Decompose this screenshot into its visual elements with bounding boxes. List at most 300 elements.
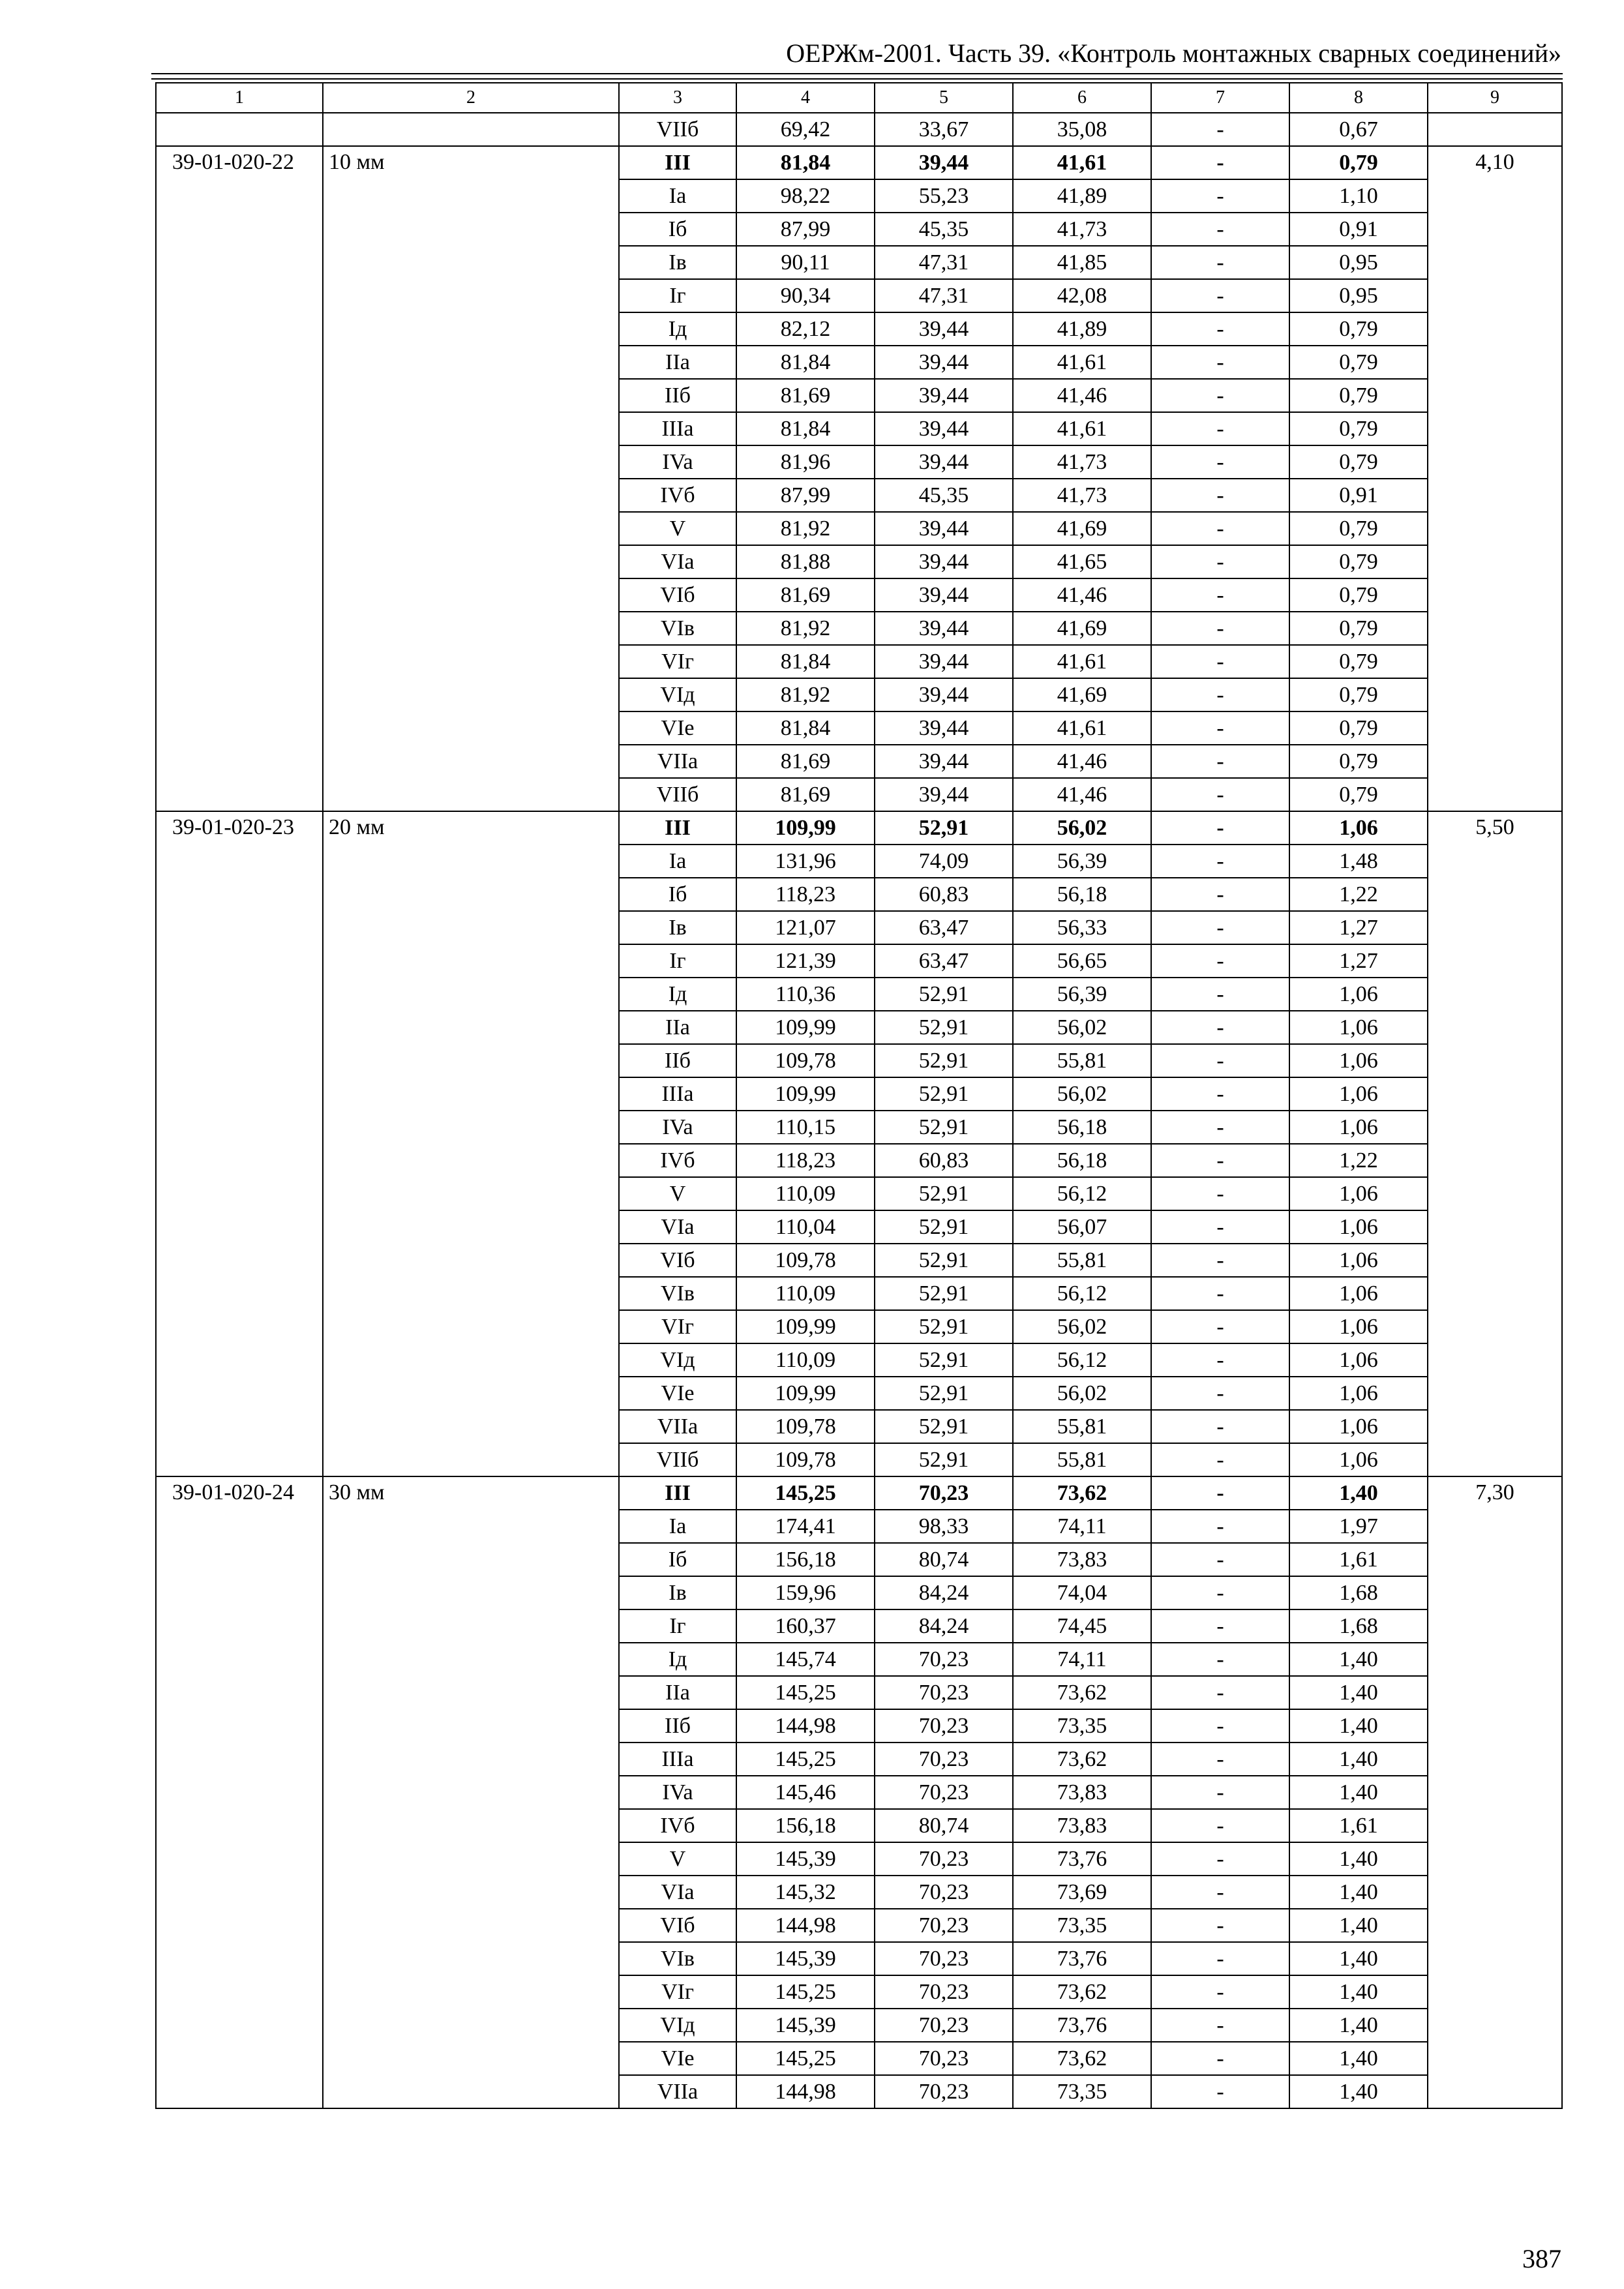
value-cell: 1,22 [1289, 1144, 1428, 1177]
value-cell: 73,62 [1013, 1676, 1151, 1709]
document-header-title: ОЕРЖм-2001. Часть 39. «Контроль монтажных сварных соединений» [786, 38, 1561, 68]
category-cell: VIe [619, 2042, 736, 2075]
value-cell: 1,68 [1289, 1576, 1428, 1609]
category-cell: VIг [619, 1310, 736, 1343]
value-cell: - [1151, 1077, 1289, 1111]
value-cell: 98,33 [875, 1510, 1013, 1543]
value-cell: 73,76 [1013, 1942, 1151, 1975]
category-cell: VIe [619, 711, 736, 745]
value-cell: - [1151, 1643, 1289, 1676]
value-cell: 56,18 [1013, 1111, 1151, 1144]
category-cell: IIб [619, 379, 736, 412]
value-cell: 70,23 [875, 1476, 1013, 1510]
value-cell: 73,35 [1013, 2075, 1151, 2108]
table-row [156, 1476, 1562, 1510]
value-cell: 109,78 [736, 1443, 875, 1476]
value-cell: 1,06 [1289, 1277, 1428, 1310]
value-cell: 41,73 [1013, 479, 1151, 512]
category-cell: IVa [619, 445, 736, 479]
category-cell: VIв [619, 1277, 736, 1310]
value-cell: 56,02 [1013, 1077, 1151, 1111]
value-cell: - [1151, 678, 1289, 711]
value-cell: - [1151, 1044, 1289, 1077]
value-cell: 0,79 [1289, 312, 1428, 346]
value-cell: 56,02 [1013, 1310, 1151, 1343]
coefficient-cell: 5,50 [1428, 811, 1562, 1476]
value-cell: 52,91 [875, 1343, 1013, 1377]
value-cell: 39,44 [875, 545, 1013, 578]
value-cell: - [1151, 944, 1289, 978]
category-cell: IIIa [619, 1743, 736, 1776]
value-cell: 74,45 [1013, 1609, 1151, 1643]
category-cell: Iб [619, 213, 736, 246]
column-number: 7 [1151, 83, 1289, 113]
category-cell: VIIб [619, 113, 736, 146]
value-cell: 81,88 [736, 545, 875, 578]
value-cell: 156,18 [736, 1809, 875, 1842]
value-cell: 35,08 [1013, 113, 1151, 146]
value-cell: 52,91 [875, 811, 1013, 845]
value-cell: - [1151, 312, 1289, 346]
value-cell: 1,06 [1289, 1244, 1428, 1277]
value-cell: 70,23 [875, 1709, 1013, 1743]
value-cell: 63,47 [875, 944, 1013, 978]
value-cell: 52,91 [875, 1443, 1013, 1476]
value-cell: 70,23 [875, 1876, 1013, 1909]
value-cell: - [1151, 1510, 1289, 1543]
value-cell: 70,23 [875, 1676, 1013, 1709]
value-cell: 0,79 [1289, 146, 1428, 179]
value-cell: 41,46 [1013, 578, 1151, 612]
value-cell: 82,12 [736, 312, 875, 346]
category-cell: VIг [619, 645, 736, 678]
dimension-cell [323, 113, 619, 146]
value-cell: 56,18 [1013, 1144, 1151, 1177]
value-cell: - [1151, 2009, 1289, 2042]
value-cell: 56,39 [1013, 978, 1151, 1011]
value-cell: 1,06 [1289, 1210, 1428, 1244]
value-cell: 41,61 [1013, 645, 1151, 678]
column-number: 8 [1289, 83, 1428, 113]
value-cell: 109,99 [736, 1011, 875, 1044]
value-cell: - [1151, 1809, 1289, 1842]
value-cell: 109,78 [736, 1244, 875, 1277]
value-cell: - [1151, 1244, 1289, 1277]
value-cell: - [1151, 246, 1289, 279]
value-cell: 39,44 [875, 512, 1013, 545]
category-cell: Iв [619, 911, 736, 944]
table-row [156, 146, 1562, 179]
column-number: 2 [323, 83, 619, 113]
category-cell: VIв [619, 612, 736, 645]
value-cell: 144,98 [736, 1709, 875, 1743]
value-cell: 0,95 [1289, 246, 1428, 279]
value-cell: 52,91 [875, 978, 1013, 1011]
value-cell: 73,83 [1013, 1809, 1151, 1842]
value-cell: 109,78 [736, 1410, 875, 1443]
value-cell: 73,62 [1013, 1743, 1151, 1776]
value-cell: 42,08 [1013, 279, 1151, 312]
value-cell: 0,79 [1289, 445, 1428, 479]
category-cell: III [619, 811, 736, 845]
category-cell: Iг [619, 1609, 736, 1643]
value-cell: 109,99 [736, 811, 875, 845]
value-cell: 145,25 [736, 2042, 875, 2075]
value-cell: - [1151, 113, 1289, 146]
value-cell: 0,67 [1289, 113, 1428, 146]
value-cell: 73,62 [1013, 1975, 1151, 2009]
category-cell: Iд [619, 978, 736, 1011]
category-cell: VIб [619, 1244, 736, 1277]
value-cell: - [1151, 1909, 1289, 1942]
value-cell: - [1151, 1011, 1289, 1044]
value-cell: 41,89 [1013, 179, 1151, 213]
category-cell: IIa [619, 1011, 736, 1044]
value-cell: 1,27 [1289, 911, 1428, 944]
coefficient-cell: 7,30 [1428, 1476, 1562, 2108]
value-cell: 109,99 [736, 1377, 875, 1410]
value-cell: - [1151, 1111, 1289, 1144]
category-cell: VIд [619, 1343, 736, 1377]
category-cell: VIa [619, 1210, 736, 1244]
value-cell: 55,81 [1013, 1044, 1151, 1077]
value-cell: 81,84 [736, 146, 875, 179]
category-cell: VIIб [619, 778, 736, 811]
value-cell: - [1151, 1543, 1289, 1576]
value-cell: - [1151, 711, 1289, 745]
value-cell: - [1151, 645, 1289, 678]
value-cell: - [1151, 213, 1289, 246]
category-cell: IVб [619, 479, 736, 512]
value-cell: 1,06 [1289, 978, 1428, 1011]
category-cell: Iв [619, 246, 736, 279]
category-cell: VIa [619, 1876, 736, 1909]
value-cell: - [1151, 479, 1289, 512]
value-cell: 41,46 [1013, 745, 1151, 778]
value-cell: 73,76 [1013, 1842, 1151, 1876]
value-cell: - [1151, 146, 1289, 179]
category-cell: IIб [619, 1044, 736, 1077]
value-cell: 1,97 [1289, 1510, 1428, 1543]
value-cell: 41,46 [1013, 379, 1151, 412]
value-cell: 1,06 [1289, 1044, 1428, 1077]
value-cell: 110,36 [736, 978, 875, 1011]
category-cell: IIIa [619, 1077, 736, 1111]
value-cell: 70,23 [875, 1909, 1013, 1942]
column-number: 6 [1013, 83, 1151, 113]
category-cell: IVб [619, 1144, 736, 1177]
value-cell: 0,91 [1289, 213, 1428, 246]
value-cell: 0,79 [1289, 346, 1428, 379]
value-cell: 41,69 [1013, 512, 1151, 545]
category-cell: VIIб [619, 1443, 736, 1476]
value-cell: 63,47 [875, 911, 1013, 944]
value-cell: 55,81 [1013, 1410, 1151, 1443]
value-cell: - [1151, 978, 1289, 1011]
value-cell: 144,98 [736, 1909, 875, 1942]
value-cell: 110,09 [736, 1177, 875, 1210]
value-cell: - [1151, 1942, 1289, 1975]
category-cell: VIб [619, 578, 736, 612]
value-cell: 0,79 [1289, 412, 1428, 445]
value-cell: 1,48 [1289, 845, 1428, 878]
value-cell: 81,92 [736, 512, 875, 545]
value-cell: 81,84 [736, 711, 875, 745]
code-cell [156, 113, 323, 146]
value-cell: 52,91 [875, 1377, 1013, 1410]
value-cell: 39,44 [875, 678, 1013, 711]
value-cell: 39,44 [875, 745, 1013, 778]
value-cell: 81,92 [736, 612, 875, 645]
value-cell: 1,06 [1289, 811, 1428, 845]
value-cell: - [1151, 878, 1289, 911]
value-cell: 52,91 [875, 1277, 1013, 1310]
value-cell: - [1151, 1876, 1289, 1909]
value-cell: - [1151, 346, 1289, 379]
value-cell: 73,76 [1013, 2009, 1151, 2042]
code-cell: 39-01-020-22 [156, 146, 323, 811]
value-cell: 1,06 [1289, 1443, 1428, 1476]
column-number: 1 [156, 83, 323, 113]
value-cell: 52,91 [875, 1210, 1013, 1244]
value-cell: 73,35 [1013, 1909, 1151, 1942]
value-cell: - [1151, 745, 1289, 778]
value-cell: - [1151, 1776, 1289, 1809]
value-cell: 174,41 [736, 1510, 875, 1543]
category-cell: VIe [619, 1377, 736, 1410]
value-cell: 145,25 [736, 1743, 875, 1776]
value-cell: 52,91 [875, 1111, 1013, 1144]
value-cell: - [1151, 1709, 1289, 1743]
value-cell: 1,40 [1289, 2009, 1428, 2042]
value-cell: 1,40 [1289, 1643, 1428, 1676]
category-cell: VIб [619, 1909, 736, 1942]
rates-table [155, 82, 1563, 2109]
value-cell: 73,83 [1013, 1543, 1151, 1576]
category-cell: Iг [619, 944, 736, 978]
dimension-cell: 30 мм [323, 1476, 619, 2108]
value-cell: 118,23 [736, 878, 875, 911]
value-cell: - [1151, 811, 1289, 845]
value-cell: - [1151, 2042, 1289, 2075]
value-cell: 52,91 [875, 1244, 1013, 1277]
value-cell: 56,12 [1013, 1277, 1151, 1310]
value-cell: 81,69 [736, 745, 875, 778]
category-cell: Iд [619, 312, 736, 346]
value-cell: 1,40 [1289, 1743, 1428, 1776]
value-cell: 70,23 [875, 1643, 1013, 1676]
value-cell: 70,23 [875, 2009, 1013, 2042]
value-cell: 1,06 [1289, 1111, 1428, 1144]
value-cell: 144,98 [736, 2075, 875, 2108]
value-cell: 145,39 [736, 1842, 875, 1876]
value-cell: 39,44 [875, 645, 1013, 678]
value-cell: 145,25 [736, 1476, 875, 1510]
value-cell: - [1151, 1277, 1289, 1310]
value-cell: 1,61 [1289, 1809, 1428, 1842]
value-cell: 1,61 [1289, 1543, 1428, 1576]
category-cell: V [619, 1842, 736, 1876]
dimension-cell: 10 мм [323, 146, 619, 811]
value-cell: 52,91 [875, 1410, 1013, 1443]
value-cell: 1,06 [1289, 1310, 1428, 1343]
value-cell: - [1151, 1476, 1289, 1510]
value-cell: 87,99 [736, 213, 875, 246]
value-cell: 33,67 [875, 113, 1013, 146]
category-cell: III [619, 146, 736, 179]
value-cell: 74,11 [1013, 1510, 1151, 1543]
coefficient-cell [1428, 113, 1562, 146]
value-cell: 109,99 [736, 1310, 875, 1343]
value-cell: 56,33 [1013, 911, 1151, 944]
category-cell: Iб [619, 878, 736, 911]
value-cell: 1,40 [1289, 2075, 1428, 2108]
header-rule-top [151, 73, 1563, 74]
value-cell: 55,81 [1013, 1443, 1151, 1476]
value-cell: 121,39 [736, 944, 875, 978]
value-cell: 52,91 [875, 1310, 1013, 1343]
value-cell: 1,06 [1289, 1410, 1428, 1443]
value-cell: 70,23 [875, 1743, 1013, 1776]
value-cell: 110,15 [736, 1111, 875, 1144]
value-cell: 52,91 [875, 1011, 1013, 1044]
value-cell: 0,79 [1289, 645, 1428, 678]
value-cell: 73,62 [1013, 1476, 1151, 1510]
value-cell: - [1151, 412, 1289, 445]
value-cell: 70,23 [875, 1842, 1013, 1876]
value-cell: 145,39 [736, 2009, 875, 2042]
value-cell: 73,83 [1013, 1776, 1151, 1809]
code-cell: 39-01-020-24 [156, 1476, 323, 2108]
value-cell: 70,23 [875, 1776, 1013, 1809]
value-cell: 109,78 [736, 1044, 875, 1077]
value-cell: 39,44 [875, 346, 1013, 379]
category-cell: IIб [619, 1709, 736, 1743]
value-cell: 41,61 [1013, 412, 1151, 445]
column-number-row [156, 83, 1562, 113]
value-cell: 1,40 [1289, 1709, 1428, 1743]
value-cell: 39,44 [875, 578, 1013, 612]
value-cell: 60,83 [875, 878, 1013, 911]
value-cell: 90,11 [736, 246, 875, 279]
value-cell: - [1151, 612, 1289, 645]
value-cell: 145,46 [736, 1776, 875, 1809]
value-cell: 159,96 [736, 1576, 875, 1609]
value-cell: 70,23 [875, 1942, 1013, 1975]
value-cell: 39,44 [875, 711, 1013, 745]
value-cell: 41,69 [1013, 678, 1151, 711]
header-rule-bottom [151, 78, 1563, 80]
value-cell: 1,27 [1289, 944, 1428, 978]
value-cell: 56,39 [1013, 845, 1151, 878]
value-cell: 0,79 [1289, 512, 1428, 545]
code-cell: 39-01-020-23 [156, 811, 323, 1476]
value-cell: 160,37 [736, 1609, 875, 1643]
value-cell: 56,02 [1013, 1011, 1151, 1044]
value-cell: 55,81 [1013, 1244, 1151, 1277]
value-cell: - [1151, 445, 1289, 479]
value-cell: 73,62 [1013, 2042, 1151, 2075]
value-cell: 56,02 [1013, 811, 1151, 845]
value-cell: 80,74 [875, 1543, 1013, 1576]
value-cell: - [1151, 1410, 1289, 1443]
value-cell: 60,83 [875, 1144, 1013, 1177]
category-cell: VIa [619, 545, 736, 578]
value-cell: 39,44 [875, 379, 1013, 412]
value-cell: 39,44 [875, 612, 1013, 645]
category-cell: V [619, 1177, 736, 1210]
category-cell: Iв [619, 1576, 736, 1609]
value-cell: - [1151, 578, 1289, 612]
value-cell: 74,09 [875, 845, 1013, 878]
value-cell: 0,79 [1289, 379, 1428, 412]
value-cell: 81,92 [736, 678, 875, 711]
category-cell: VIг [619, 1975, 736, 2009]
value-cell: 69,42 [736, 113, 875, 146]
value-cell: 1,40 [1289, 1909, 1428, 1942]
value-cell: 74,04 [1013, 1576, 1151, 1609]
value-cell: 0,79 [1289, 711, 1428, 745]
value-cell: 1,40 [1289, 1975, 1428, 2009]
value-cell: 39,44 [875, 778, 1013, 811]
value-cell: 156,18 [736, 1543, 875, 1576]
value-cell: 110,09 [736, 1277, 875, 1310]
rates-table-body [156, 83, 1562, 2108]
value-cell: 41,61 [1013, 711, 1151, 745]
column-number: 9 [1428, 83, 1562, 113]
value-cell: 0,79 [1289, 778, 1428, 811]
continuation-row [156, 113, 1562, 146]
value-cell: 41,61 [1013, 346, 1151, 379]
value-cell: 145,39 [736, 1942, 875, 1975]
value-cell: 0,79 [1289, 578, 1428, 612]
value-cell: - [1151, 1177, 1289, 1210]
value-cell: - [1151, 1743, 1289, 1776]
value-cell: 145,25 [736, 1975, 875, 2009]
column-number: 4 [736, 83, 875, 113]
value-cell: - [1151, 1975, 1289, 2009]
dimension-cell: 20 мм [323, 811, 619, 1476]
value-cell: 41,61 [1013, 146, 1151, 179]
value-cell: - [1151, 179, 1289, 213]
value-cell: 56,12 [1013, 1177, 1151, 1210]
value-cell: 70,23 [875, 2042, 1013, 2075]
column-number: 3 [619, 83, 736, 113]
value-cell: 98,22 [736, 179, 875, 213]
value-cell: 0,91 [1289, 479, 1428, 512]
value-cell: 81,84 [736, 645, 875, 678]
value-cell: 41,69 [1013, 612, 1151, 645]
value-cell: 81,69 [736, 578, 875, 612]
value-cell: 90,34 [736, 279, 875, 312]
value-cell: 56,18 [1013, 878, 1151, 911]
value-cell: 39,44 [875, 146, 1013, 179]
value-cell: 41,89 [1013, 312, 1151, 346]
value-cell: - [1151, 845, 1289, 878]
value-cell: 0,79 [1289, 545, 1428, 578]
value-cell: 131,96 [736, 845, 875, 878]
value-cell: - [1151, 1576, 1289, 1609]
value-cell: 1,40 [1289, 1476, 1428, 1510]
value-cell: - [1151, 279, 1289, 312]
value-cell: 41,46 [1013, 778, 1151, 811]
value-cell: 41,73 [1013, 213, 1151, 246]
value-cell: - [1151, 1343, 1289, 1377]
value-cell: 84,24 [875, 1609, 1013, 1643]
value-cell: 84,24 [875, 1576, 1013, 1609]
value-cell: - [1151, 379, 1289, 412]
value-cell: 1,40 [1289, 2042, 1428, 2075]
